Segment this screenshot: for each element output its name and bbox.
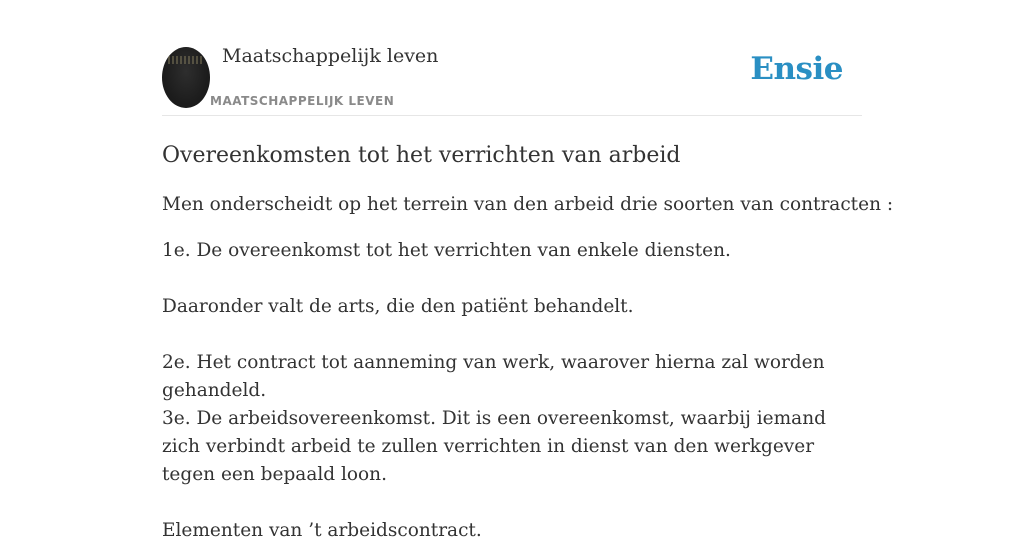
article-paragraph: Daaronder valt de arts, die den patiënt behandelt. <box>162 296 634 317</box>
paragraph-spacer <box>162 265 862 293</box>
publication-header <box>162 45 862 116</box>
article-intro: Men onderscheidt op het terrein van den arbeid drie soorten van contracten : <box>162 194 894 215</box>
paragraph-spacer <box>162 321 862 349</box>
article-title: Overeenkomsten tot het verrichten van arbeid <box>162 143 681 168</box>
ensie-logo[interactable]: Ensie <box>750 51 843 87</box>
article-paragraph: 1e. De overeenkomst tot het verrichten van enkele diensten. <box>162 240 731 261</box>
publication-avatar[interactable] <box>162 47 210 108</box>
article-paragraph: Elementen van ’t arbeidscontract. <box>162 520 482 541</box>
publication-subtitle[interactable]: MAATSCHAPPELIJK LEVEN <box>210 94 395 108</box>
publication-title[interactable]: Maatschappelijk leven <box>222 45 439 67</box>
page-container <box>162 0 894 545</box>
article-paragraph: 2e. Het contract tot aanneming van werk, waarover hierna zal worden gehandeld. <box>162 352 825 401</box>
article-body <box>162 237 862 545</box>
paragraph-spacer <box>162 489 862 517</box>
avatar-image-detail <box>168 56 204 64</box>
article-paragraph: 3e. De arbeidsovereenkomst. Dit is een overeenkomst, waarbij iemand zich verbindt arbeid te zullen verrichten in dienst van den werkgever tegen een bepaald loon. <box>162 408 826 485</box>
